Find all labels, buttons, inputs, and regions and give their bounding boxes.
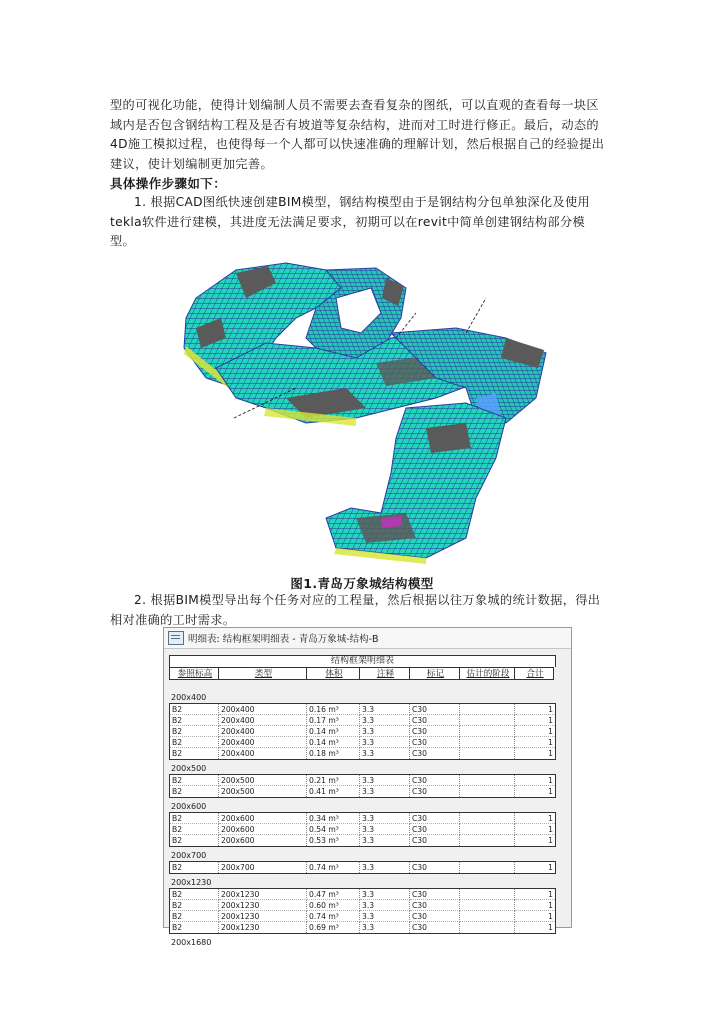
table-cell[interactable]: 3.3 — [360, 704, 410, 715]
table-cell[interactable]: B2 — [170, 824, 219, 835]
table-cell[interactable]: 3.3 — [360, 922, 410, 933]
structural-model-image — [176, 258, 552, 562]
table-cell[interactable]: 3.3 — [360, 775, 410, 786]
model-south-wing — [326, 403, 506, 564]
table-cell[interactable]: 0.41 m³ — [307, 786, 360, 797]
table-cell[interactable]: 200x400 — [219, 715, 307, 726]
table-cell[interactable]: C30 — [410, 922, 460, 933]
header-row — [169, 667, 565, 678]
table-cell[interactable]: B2 — [170, 737, 219, 748]
table-cell[interactable]: 0.54 m³ — [307, 824, 360, 835]
table-cell[interactable]: 200x500 — [219, 775, 307, 786]
column-header[interactable]: 注释 — [359, 667, 409, 680]
table-cell[interactable]: B2 — [170, 813, 219, 824]
table-cell[interactable] — [460, 911, 515, 922]
table-row[interactable] — [170, 726, 555, 737]
table-cell[interactable]: C30 — [410, 704, 460, 715]
table-cell[interactable]: 200x1230 — [219, 889, 307, 900]
table-cell[interactable] — [460, 889, 515, 900]
table-cell[interactable]: C30 — [410, 911, 460, 922]
table-cell[interactable]: B2 — [170, 911, 219, 922]
table-cell[interactable]: 1 — [515, 824, 555, 835]
table-cell[interactable]: 1 — [515, 813, 555, 824]
table-cell[interactable]: 3.3 — [360, 862, 410, 873]
table-row[interactable] — [170, 775, 555, 786]
table-cell[interactable]: 200x600 — [219, 813, 307, 824]
table-row[interactable] — [170, 835, 555, 846]
table-cell[interactable]: 3.3 — [360, 835, 410, 846]
text-line: 型的可视化功能，使得计划编制人员不需要去查看复杂的图纸，可以直观的查看每一块区 — [110, 98, 599, 112]
table-cell[interactable] — [460, 786, 515, 797]
group-header: 200x600 — [171, 802, 207, 811]
column-header[interactable]: 参照标高 — [169, 667, 218, 680]
text-line: tekla软件进行建模，其进度无法满足要求，初期可以在revit中简单创建钢结构部分模 — [110, 214, 586, 229]
table-cell[interactable]: 200x1230 — [219, 911, 307, 922]
step-2-paragraph — [110, 591, 615, 630]
intro-paragraph — [110, 96, 615, 174]
table-cell[interactable]: 3.3 — [360, 889, 410, 900]
table-cell[interactable]: 1 — [548, 787, 553, 796]
table-cell[interactable]: 0.17 m³ — [307, 715, 360, 726]
window-title: 明细表: 结构框架明细表 - 青岛万象城-结构-B — [188, 634, 379, 645]
schedule-groups — [169, 692, 565, 948]
table-cell[interactable]: B2 — [170, 889, 219, 900]
table-cell[interactable]: 3.3 — [360, 900, 410, 911]
table-cell[interactable]: 1 — [515, 726, 555, 737]
column-header[interactable]: 标记 — [409, 667, 459, 680]
column-header[interactable]: 合计 — [514, 667, 554, 680]
table-cell[interactable]: 200x600 — [219, 835, 307, 846]
figure-caption: 图1.青岛万象城结构模型 — [290, 576, 434, 591]
table-cell[interactable] — [460, 715, 515, 726]
table-row[interactable] — [170, 862, 555, 873]
schedule-icon — [168, 631, 184, 645]
table-cell[interactable]: 0.34 m³ — [307, 813, 360, 824]
table-cell[interactable]: 1 — [515, 775, 555, 786]
group-box — [169, 703, 556, 760]
table-cell[interactable]: 200x400 — [219, 704, 307, 715]
table-cell[interactable] — [460, 922, 515, 933]
table-cell[interactable]: 3.3 — [360, 748, 410, 759]
table-cell[interactable]: B2 — [170, 835, 219, 846]
table-cell[interactable] — [460, 824, 515, 835]
table-cell[interactable]: 1 — [515, 900, 555, 911]
text-line: 建议，使计划编制更加完善。 — [110, 156, 273, 171]
table-cell[interactable]: B2 — [170, 900, 219, 911]
table-cell[interactable]: 200x1230 — [219, 922, 307, 933]
table-cell[interactable]: C30 — [410, 813, 460, 824]
table-cell[interactable] — [460, 726, 515, 737]
table-cell[interactable]: 1 — [515, 704, 555, 715]
table-cell[interactable]: 0.74 m³ — [307, 862, 360, 873]
group-header: 200x1230 — [171, 878, 212, 887]
table-cell[interactable]: 0.74 m³ — [307, 911, 360, 922]
table-row[interactable] — [170, 748, 555, 759]
table-cell[interactable]: 1 — [515, 889, 555, 900]
table-cell[interactable]: C30 — [410, 900, 460, 911]
table-cell[interactable] — [460, 748, 515, 759]
table-cell[interactable]: B2 — [170, 786, 219, 797]
table-cell[interactable]: C30 — [410, 786, 460, 797]
table-cell[interactable]: 0.60 m³ — [307, 900, 360, 911]
table-cell[interactable]: 0.69 m³ — [307, 922, 360, 933]
table-cell[interactable]: 0.53 m³ — [307, 835, 360, 846]
schedule-window — [163, 627, 572, 947]
table-row[interactable] — [170, 704, 555, 715]
table-cell[interactable]: 200x700 — [219, 862, 307, 873]
table-cell[interactable]: 3.3 — [360, 737, 410, 748]
table-row[interactable] — [170, 889, 555, 900]
group-header: 200x500 — [171, 764, 207, 773]
table-cell[interactable]: 0.16 m³ — [307, 704, 360, 715]
column-header[interactable]: 估计的阶段 — [459, 667, 514, 680]
text-line: 型。 — [110, 234, 136, 248]
text-line: 相对准确的工时需求。 — [110, 612, 236, 627]
column-header[interactable]: 类型 — [218, 667, 306, 680]
table-cell[interactable]: 0.47 m³ — [307, 889, 360, 900]
table-cell[interactable]: 1 — [548, 923, 553, 932]
table-cell[interactable]: 0.14 m³ — [307, 737, 360, 748]
table-cell[interactable]: B2 — [170, 726, 219, 737]
table-cell[interactable]: 3.3 — [360, 786, 410, 797]
table-cell[interactable]: C30 — [410, 835, 460, 846]
group-header: 200x400 — [171, 693, 207, 702]
group-box — [169, 774, 556, 798]
table-cell[interactable]: 0.18 m³ — [307, 748, 360, 759]
table-cell[interactable] — [460, 775, 515, 786]
text-line: 域内是否包含钢结构工程及是否有坡道等复杂结构，进而对工时进行修正。最后，动态的 — [110, 117, 599, 132]
table-cell[interactable]: C30 — [410, 748, 460, 759]
table-cell[interactable]: 0.14 m³ — [307, 726, 360, 737]
group-box — [169, 888, 556, 934]
step-1-paragraph — [110, 193, 615, 252]
group-box — [169, 812, 556, 847]
table-cell[interactable]: 3.3 — [360, 715, 410, 726]
table-cell[interactable]: C30 — [410, 737, 460, 748]
column-header[interactable]: 体积 — [306, 667, 359, 680]
table-cell[interactable] — [460, 704, 515, 715]
table-cell[interactable] — [460, 737, 515, 748]
window-titlebar[interactable] — [164, 628, 571, 649]
table-cell[interactable]: C30 — [410, 715, 460, 726]
table-cell[interactable]: B2 — [170, 715, 219, 726]
table-cell[interactable]: B2 — [170, 862, 219, 873]
text-line: 4D施工模拟过程，也使得每一个人都可以快速准确的理解计划，然后根据自己的经验提出 — [110, 137, 605, 151]
table-cell[interactable]: 1 — [515, 911, 555, 922]
table-cell[interactable] — [460, 900, 515, 911]
table-cell[interactable]: 1 — [548, 749, 553, 758]
table-cell[interactable]: B2 — [170, 748, 219, 759]
table-cell[interactable]: 0.21 m³ — [307, 775, 360, 786]
table-cell[interactable]: 3.3 — [360, 824, 410, 835]
table-row[interactable] — [170, 715, 555, 726]
table-row[interactable] — [170, 911, 555, 922]
group-header: 200x700 — [171, 851, 207, 860]
text-line: 1. 根据CAD图纸快速创建BIM模型，钢结构模型由于是钢结构分包单独深化及使用 — [134, 195, 591, 209]
table-cell[interactable]: 200x400 — [219, 726, 307, 737]
table-cell[interactable]: 1 — [548, 836, 553, 845]
table-cell[interactable] — [460, 862, 515, 873]
table-cell[interactable] — [460, 813, 515, 824]
group-header: 200x1680 — [171, 938, 212, 947]
table-cell[interactable]: 3.3 — [360, 726, 410, 737]
table-cell[interactable]: C30 — [410, 889, 460, 900]
table-cell[interactable]: B2 — [170, 775, 219, 786]
table-cell[interactable]: B2 — [170, 922, 219, 933]
table-cell[interactable]: C30 — [410, 775, 460, 786]
table-cell[interactable]: 3.3 — [360, 813, 410, 824]
table-cell[interactable]: 200x400 — [219, 748, 307, 759]
group-box — [169, 861, 556, 874]
table-cell[interactable]: 200x600 — [219, 824, 307, 835]
section-heading: 具体操作步骤如下： — [110, 176, 227, 191]
table-row[interactable] — [170, 737, 555, 748]
table-cell[interactable]: 1 — [548, 863, 553, 872]
table-cell[interactable]: C30 — [410, 824, 460, 835]
table-cell[interactable] — [460, 835, 515, 846]
table-cell[interactable]: 3.3 — [360, 911, 410, 922]
table-cell[interactable]: 1 — [515, 715, 555, 726]
table-cell[interactable]: 1 — [515, 737, 555, 748]
table-row[interactable] — [170, 813, 555, 824]
table-row[interactable] — [170, 922, 555, 933]
table-row[interactable] — [170, 900, 555, 911]
table-row[interactable] — [170, 786, 555, 797]
table-cell[interactable]: 200x400 — [219, 737, 307, 748]
text-line: 2. 根据BIM模型导出每个任务对应的工程量，然后根据以往万象城的统计数据，得出 — [134, 593, 601, 607]
table-cell[interactable]: 200x1230 — [219, 900, 307, 911]
table-cell[interactable]: 200x500 — [219, 786, 307, 797]
table-cell[interactable]: B2 — [170, 704, 219, 715]
schedule-title: 结构框架明细表 — [169, 655, 556, 667]
table-row[interactable] — [170, 824, 555, 835]
table-cell[interactable]: C30 — [410, 726, 460, 737]
schedule-table — [169, 655, 565, 948]
table-cell[interactable]: C30 — [410, 862, 460, 873]
